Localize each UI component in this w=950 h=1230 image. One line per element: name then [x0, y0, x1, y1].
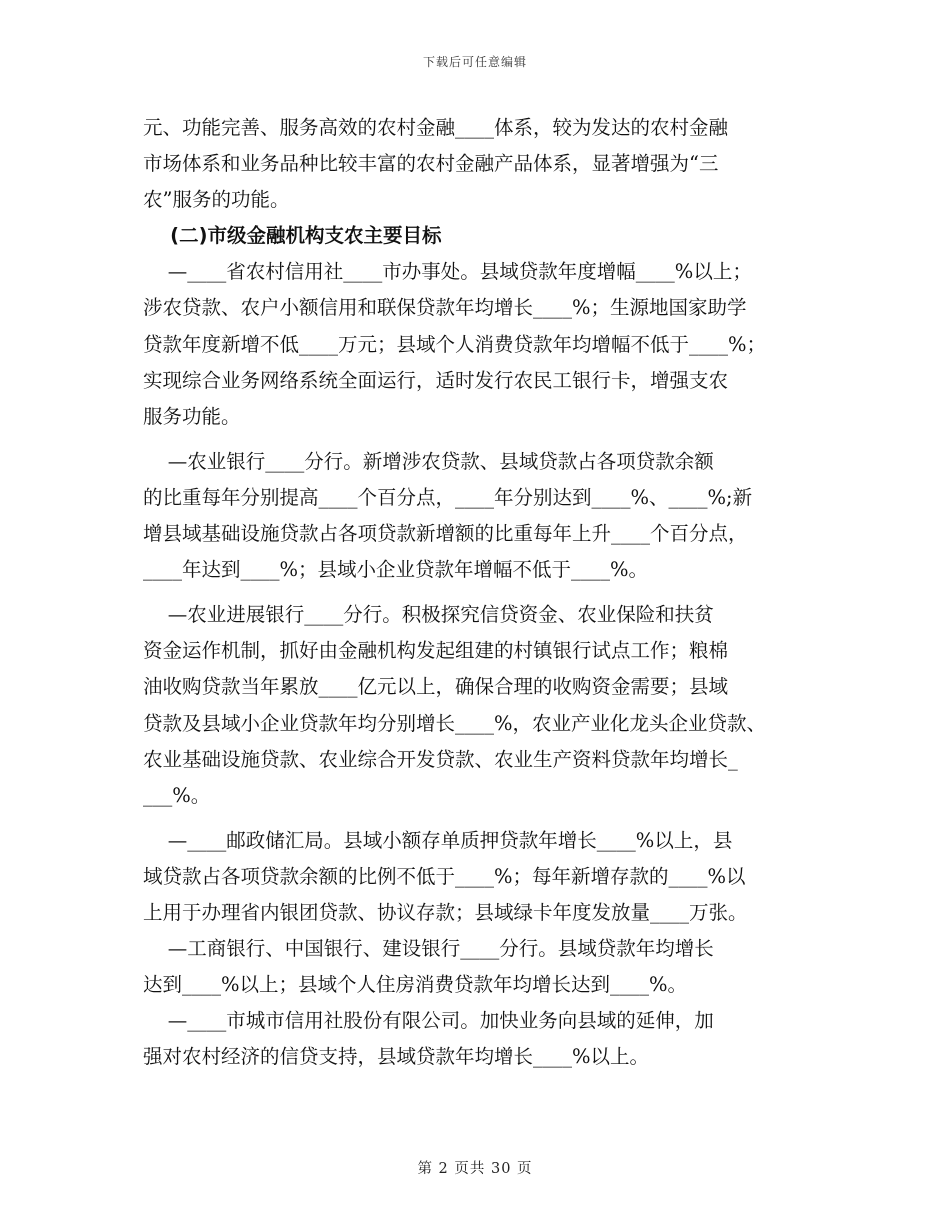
- body-text-line: 涉农贷款、农户小额信用和联保贷款年均增长____%；生源地国家助学: [143, 296, 747, 320]
- body-text-line: 域贷款占各项贷款余额的比例不低于____%；每年新增存款的____%以: [143, 864, 746, 888]
- paragraph-gap: [143, 814, 808, 823]
- body-text-line: —农业进展银行____分行。积极探究信贷资金、农业保险和扶贫: [143, 603, 714, 627]
- body-text-line: 实现综合业务网络系统全面运行，适时发行农民工银行卡，增强支农: [143, 368, 729, 392]
- document-body: [143, 110, 808, 1075]
- body-text-line: 油收购贷款当年累放____亿元以上，确保合理的收购资金需要；县域: [143, 675, 729, 699]
- body-text-line: 上用于办理省内银团贷款、协议存款；县域绿卡年度发放量____万张。: [143, 900, 748, 924]
- body-text-line: —____邮政储汇局。县域小额存单质押贷款年增长____%以上，县: [143, 828, 733, 852]
- body-text-line: 市场体系和业务品种比较丰富的农村金融产品体系，显著增强为“三: [143, 152, 719, 176]
- body-text-line: —农业银行____分行。新增涉农贷款、县域贷款占各项贷款余额: [143, 449, 714, 473]
- body-text-line: 贷款年度新增不低____万元；县域个人消费贷款年均增幅不低于____%；: [143, 332, 767, 356]
- paragraph-gap: [143, 435, 808, 444]
- body-text-line: 强对农村经济的信贷支持，县域贷款年均增长____%以上。: [143, 1045, 650, 1069]
- paragraph-gap: [143, 588, 808, 597]
- body-text-line: 服务功能。: [143, 404, 241, 428]
- page-footer: 第 2 页共 30 页: [417, 1161, 533, 1177]
- body-text-line: ____年达到____%；县域小企业贷款年增幅不低于____%。: [143, 558, 649, 582]
- section-heading: (二)市级金融机构支农主要目标: [143, 224, 442, 248]
- body-text-line: 元、功能完善、服务高效的农村金融____体系，较为发达的农村金融: [143, 116, 729, 139]
- body-text-line: 农业基础设施贷款、农业综合开发贷款、农业生产资料贷款年均增长_: [143, 747, 738, 771]
- body-text-line: —____市城市信用社股份有限公司。加快业务向县域的延伸，加: [143, 1009, 714, 1033]
- body-text-line: —____省农村信用社____市办事处。县域贷款年度增幅____%以上；: [143, 260, 752, 284]
- body-text-line: 增县域基础设施贷款占各项贷款新增额的比重每年上升____个百分点，: [143, 522, 748, 546]
- body-text-line: 的比重每年分别提高____个百分点，____年分别达到____%、____%;新: [143, 485, 753, 509]
- body-text-line: 资金运作机制，抓好由金融机构发起组建的村镇银行试点工作；粮棉: [143, 639, 729, 663]
- body-text-line: —工商银行、中国银行、建设银行____分行。县域贷款年均增长: [143, 937, 714, 961]
- body-text-line: 农”服务的功能。: [143, 188, 290, 212]
- page-header: 下载后可任意编辑: [422, 55, 527, 69]
- body-text-line: 达到____%以上；县域个人住房消费贷款年均增长达到____%。: [143, 973, 688, 997]
- body-text-line: 贷款及县域小企业贷款年均分别增长____%，农业产业化龙头企业贷款、: [143, 711, 767, 735]
- body-text-line: ___%。: [143, 783, 211, 807]
